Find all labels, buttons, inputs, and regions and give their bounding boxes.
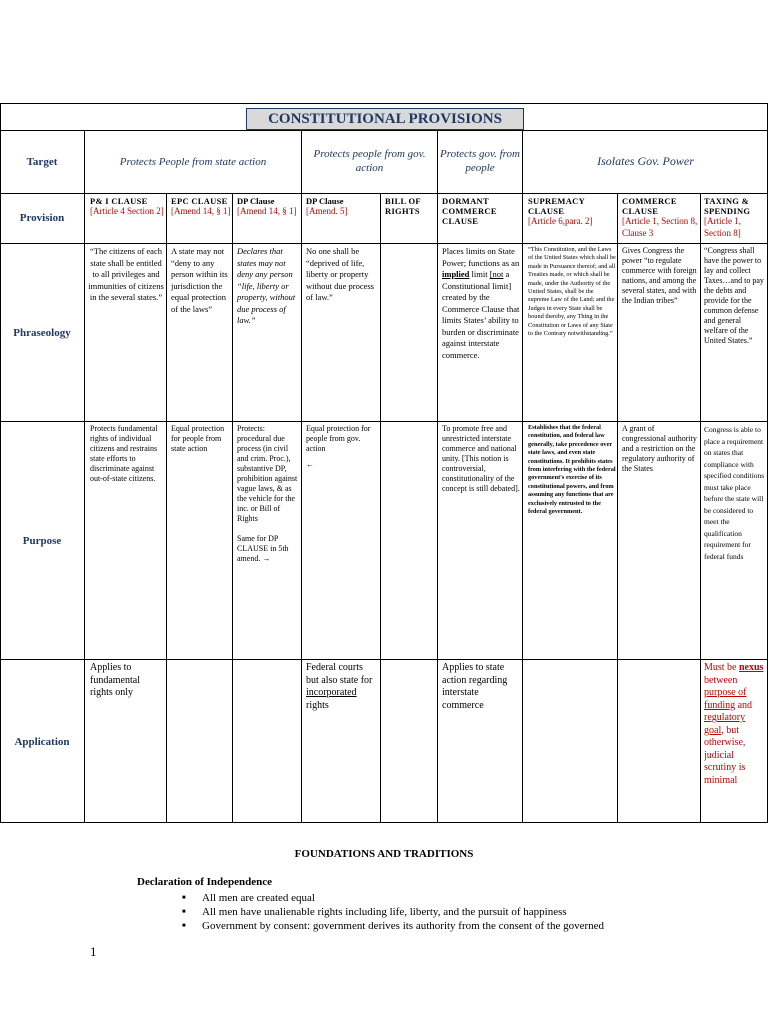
phraseology-taxing: “Congress shall have the power to lay and collect Taxes…and to pay the debts and provide for the common defense and general welfare of the United States.” xyxy=(704,246,764,345)
provision-commerce: COMMERCE CLAUSE [Article 1, Section 8, Clause 3 xyxy=(622,196,698,238)
purpose-supremacy: Establishes that the federal constitution, and federal law generally, take precedence over state laws, and even state constitutions. It prohibits states from interfering with the federal government's exercise of its constitutional powers, and from assuming any functions that are exclusively entrusted to the federal government. xyxy=(528,424,616,516)
provision-supremacy: SUPREMACY CLAUSE [Article 6,para. 2] xyxy=(528,196,593,226)
phraseology-commerce: Gives Congress the power “to regulate commerce with foreign nations, and among the several states, and with the Indian tribes” xyxy=(622,246,697,305)
purpose-dormant-commerce: To promote free and unrestricted interstate commerce and national unity. [This notion is controversial, constitutionality of the concept is still debated]. xyxy=(442,424,520,493)
row-label-target: Target xyxy=(26,156,58,168)
provision-epc-clause: EPC CLAUSE [Amend 14, § 1] xyxy=(171,196,231,216)
application-pi: Applies to fundamental rights only xyxy=(90,662,140,698)
row-label-phraseology: Phraseology xyxy=(13,327,71,339)
application-dp5: Federal courts but also state for incorporated rights xyxy=(306,662,373,711)
bullet-icon: ■ xyxy=(182,895,186,902)
phraseology-pi: “The citizens of each state shall be entitled to all privileges and immunities of citizens in the several states.” xyxy=(88,246,164,302)
purpose-dp14: Protects: procedural due process (in civil and crim. Proc.), substantive DP, prohibition against vague laws, & as the vehicle for the inc. or Bill of Rights Same for DP CLAUSE in 5th amend. → xyxy=(237,424,298,563)
bullet-icon: ■ xyxy=(182,909,186,916)
list-item: ■ All men are created equal xyxy=(182,892,315,904)
purpose-dp5: Equal protection for people from gov. action ← xyxy=(306,424,378,470)
target-state-action: Protects People from state action xyxy=(119,156,267,168)
target-gov-action: Protects people from gov. action xyxy=(313,148,426,174)
phraseology-dp5: No one shall be “deprived of life, liberty or property without due process of law.” xyxy=(306,246,374,302)
provision-dp-clause-5: DP Clause [Amend. 5] xyxy=(306,196,348,216)
row-label-purpose: Purpose xyxy=(22,535,62,547)
application-taxing: Must be nexus between purpose of funding and regulatory goal, but otherwise, judicial scrutiny is minimal xyxy=(704,662,764,786)
bullet-icon: ■ xyxy=(182,923,186,930)
purpose-commerce: A grant of congressional authority and a restriction on the regulatory authority of the States xyxy=(622,424,697,473)
provision-taxing-spending: TAXING & SPENDING [Article 1, Section 8] xyxy=(704,196,751,238)
provision-dormant-commerce: DORMANT COMMERCE CLAUSE xyxy=(442,196,497,226)
left-arrow-icon: ← xyxy=(306,460,314,469)
purpose-taxing: Congress is able to place a requirement on states that compliance with specified conditions must take place before the state will be considered to meet the qualification requirement for federal funds xyxy=(704,425,765,561)
provision-dp-clause-14: DP Clause [Amend 14, § 1] xyxy=(237,196,297,216)
phraseology-supremacy: “This Constitution, and the Laws of the United States which shall be made in Pursuance thereof; and all Treaties made, or which shall be made, under the Authority of the United States, shall be the supreme Law of the Land; and the Judges in every State shall be bound thereby, any Thing in the Constitution or Laws of any State to the Contrary notwithstanding.” xyxy=(528,246,616,338)
phraseology-dp14: Declares that states may not deny any person “life, liberty or property, without due process of law.” xyxy=(237,246,296,325)
target-gov-from-people: Protects gov. from people xyxy=(440,148,520,174)
phraseology-epc: A state may not “deny to any person within its jurisdiction the equal protection of the laws” xyxy=(171,246,228,314)
row-label-provision: Provision xyxy=(19,212,65,224)
provision-pi-clause: P& I CLAUSE [Article 4 Section 2] xyxy=(90,196,164,216)
purpose-epc: Equal protection for people from state action xyxy=(171,424,225,453)
page-number: 1 xyxy=(90,944,97,959)
row-label-application: Application xyxy=(14,736,70,748)
provision-bill-of-rights: BILL OF RIGHTS xyxy=(385,196,421,216)
target-isolates-power: Isolates Gov. Power xyxy=(597,154,694,168)
purpose-pi: Protects fundamental rights of individual citizens and restrains state efforts to discriminate against out-of-state citizens. xyxy=(90,424,158,483)
application-dormant-commerce: Applies to state action regarding interstate commerce xyxy=(442,662,508,711)
table-title: CONSTITUTIONAL PROVISIONS xyxy=(246,108,524,130)
section-heading: FOUNDATIONS AND TRADITIONS xyxy=(294,848,474,860)
list-item: ■ Government by consent: government derives its authority from the consent of the governed xyxy=(182,920,605,932)
phraseology-dormant-commerce: Places limits on State Power; functions as an implied limit [not a Constitutional limit] created by the Commerce Clause that limits States’ ability to burden or discriminate against interstate commerce. xyxy=(442,246,520,360)
list-item: ■ All men have unalienable rights including life, liberty, and the pursuit of happiness xyxy=(182,906,567,918)
section-subheading: Declaration of Independence xyxy=(137,876,273,888)
